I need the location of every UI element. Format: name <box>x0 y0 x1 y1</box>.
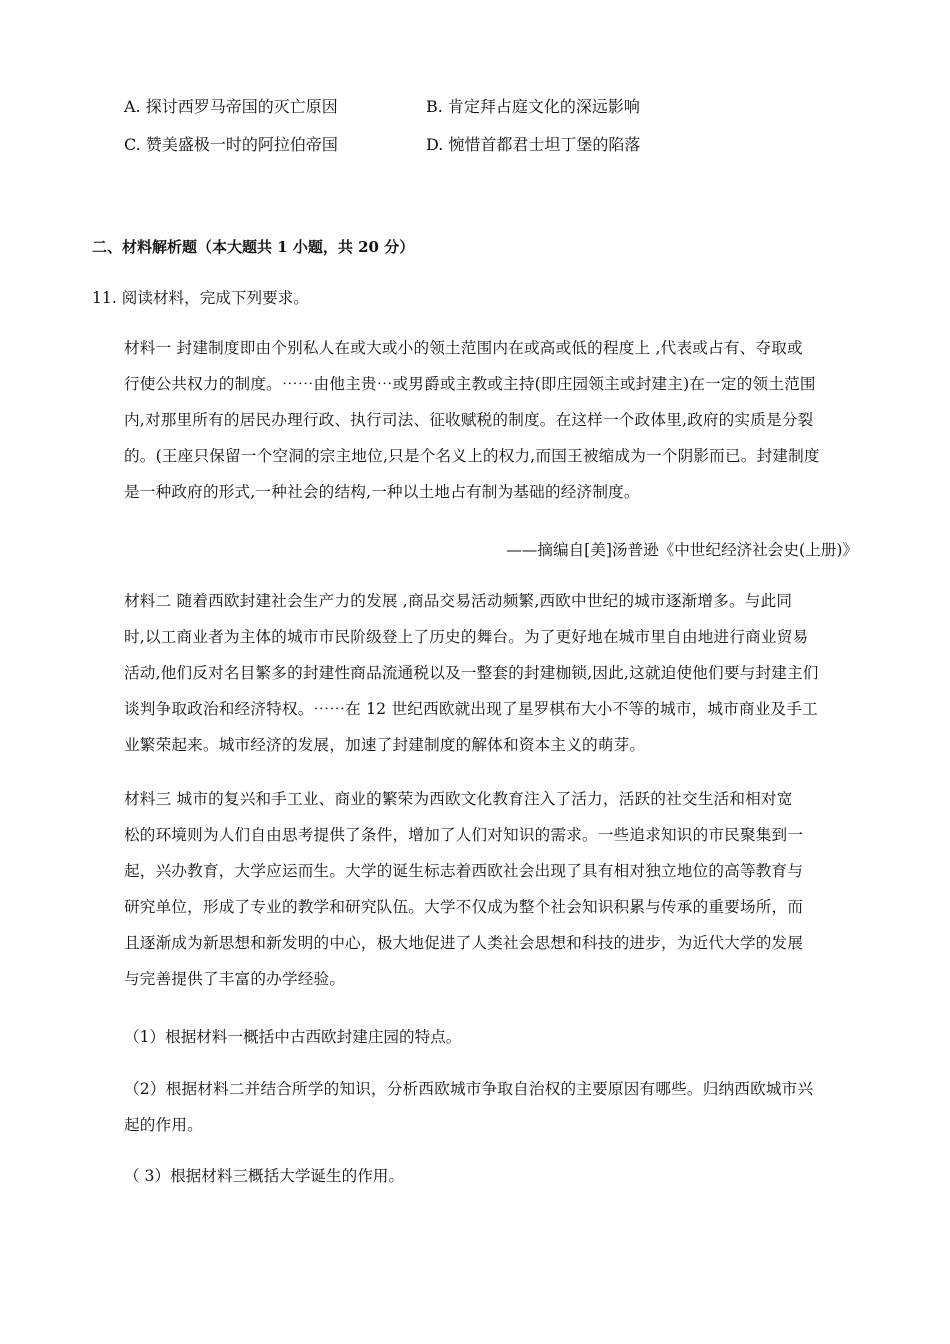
material-1-line: 行使公共权力的制度。⋯⋯由他主贵⋯或男爵或主教或主持(即庄园领主或封建主)在一定的领土范围 <box>124 375 816 393</box>
material-2-line: 业繁荣起来。城市经济的发展，加速了封建制度的解体和资本主义的萌芽。 <box>124 736 646 754</box>
material-3-line: 起，兴办教育，大学应运而生。大学的诞生标志着西欧社会出现了具有相对独立地位的高等教育与 <box>124 862 804 880</box>
material-1-line: 是一种政府的形式,一种社会的结构,一种以土地占有制为基础的经济制度。 <box>124 483 640 501</box>
material-2-line: 活动,他们反对名目繁多的封建性商品流通税以及一整套的封建枷锁,因此,这就迫使他们要与封建主们 <box>124 664 819 682</box>
sub-question-3: （ 3）根据材料三概括大学诞生的作用。 <box>124 1167 404 1185</box>
material-3-line: 且逐渐成为新思想和新发明的中心，极大地促进了人类社会思想和科技的进步，为近代大学的发展 <box>124 934 804 952</box>
material-2-line: 时,以工商业者为主体的城市市民阶级登上了历史的舞台。为了更好地在城市里自由地进行商业贸易 <box>124 628 809 646</box>
option-b: B. 肯定拜占庭文化的深远影响 <box>426 97 640 116</box>
material-2-line: 材料二 随着西欧封建社会生产力的发展 ,商品交易活动频繁,西欧中世纪的城市逐渐增多。与此同 <box>124 592 793 610</box>
material-1 <box>124 333 859 507</box>
material-2-line: 谈判争取政治和经济特权。⋯⋯在 12 世纪西欧就出现了星罗棋布大小不等的城市，城市商业及手工 <box>124 700 818 718</box>
option-a: A. 探讨西罗马帝国的灭亡原因 <box>124 97 338 116</box>
sub-question-2 <box>124 1074 859 1140</box>
material-1-line: 材料一 封建制度即由个别私人在或大或小的领土范围内在或高或低的程度上 ,代表或占有、夺取或 <box>124 339 803 357</box>
sub-question-2-line: （2）根据材料二并结合所学的知识，分析西欧城市争取自治权的主要原因有哪些。归纳西欧城市兴 <box>124 1080 814 1098</box>
material-3 <box>124 784 859 994</box>
material-3-line: 材料三 城市的复兴和手工业、商业的繁荣为西欧文化教育注入了活力，活跃的社交生活和相对宽 <box>124 790 793 808</box>
sub-question-1: （1）根据材料一概括中古西欧封建庄园的特点。 <box>124 1028 462 1046</box>
material-3-line: 与完善提供了丰富的办学经验。 <box>124 970 346 988</box>
option-d: D. 惋惜首都君士坦丁堡的陷落 <box>426 135 641 154</box>
material-3-line: 研究单位，形成了专业的教学和研究队伍。大学不仅成为整个社会知识积累与传承的重要场所，而 <box>124 898 804 916</box>
material-2 <box>124 586 859 760</box>
option-c: C. 赞美盛极一时的阿拉伯帝国 <box>124 135 338 154</box>
question-stem: 11. 阅读材料，完成下列要求。 <box>92 289 309 307</box>
material-3-line: 松的环境则为人们自由思考提供了条件，增加了人们对知识的需求。一些追求知识的市民聚集到一 <box>124 826 804 844</box>
material-1-line: 的。(王座只保留一个空洞的宗主地位,只是个名义上的权力,而国王被缩成为一个阴影而已。封建制度 <box>124 447 820 465</box>
material-1-source: ——摘编自[美]汤普逊《中世纪经济社会史(上册)》 <box>506 541 858 559</box>
material-1-line: 内,对那里所有的居民办理行政、执行司法、征收赋税的制度。在这样一个政体里,政府的实质是分裂 <box>124 411 814 429</box>
section-title: 二、材料解析题（本大题共 1 小题，共 20 分） <box>92 238 415 256</box>
sub-question-2-line: 起的作用。 <box>124 1116 203 1134</box>
